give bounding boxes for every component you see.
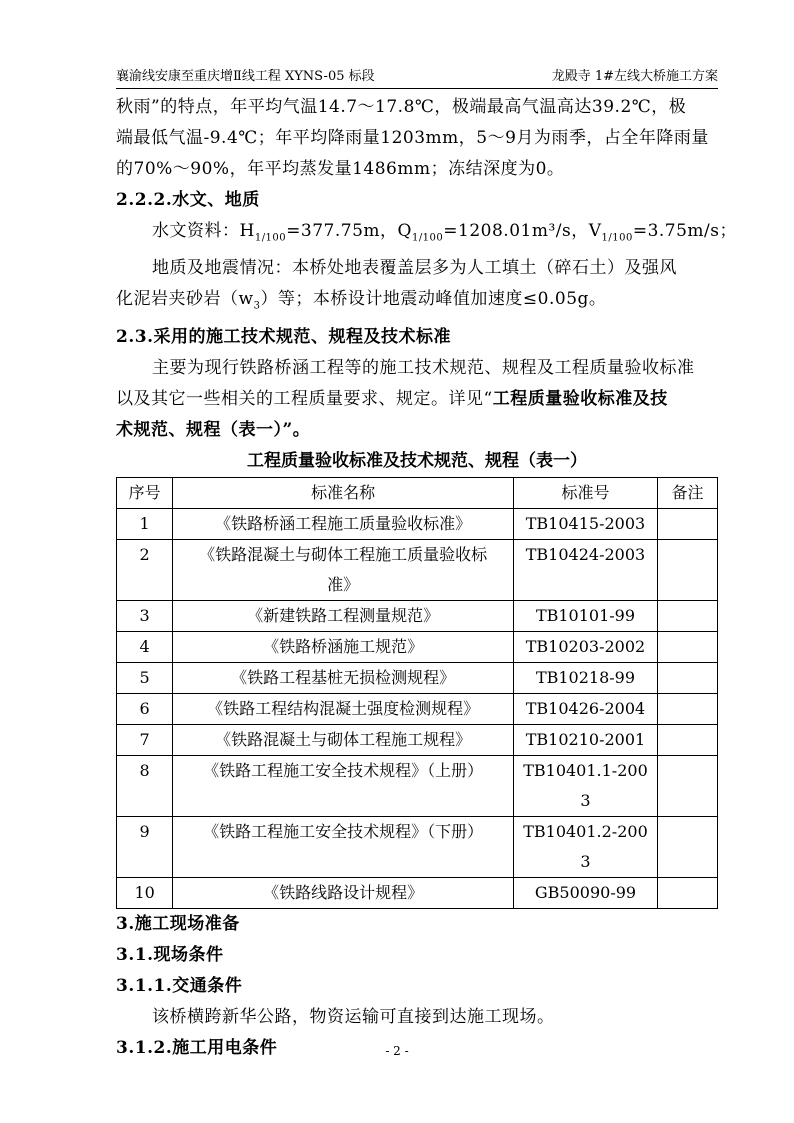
table-row — [117, 816, 718, 877]
row-no: 6 — [117, 693, 173, 724]
row-no: 3 — [117, 600, 173, 631]
row-name: 《铁路混凝土与砌体工程施工质量验收标 准》 — [173, 539, 514, 600]
hydrology-data: 水文资料：$H_{1/100}=377.75m$，$Q_{1/100}=1208.01m^3/s$，$V_{1/100}=3.75m/s$； — [152, 221, 737, 244]
table-header-row — [117, 477, 718, 508]
page-content — [116, 92, 737, 1064]
row-note — [657, 693, 717, 724]
page-number: - 2 - — [385, 1044, 409, 1058]
table-row — [117, 539, 718, 600]
geology-paragraph-line-2: 化泥岩夹砂岩$(w_3)$等；本桥设计地震动峰值加速度≤0.05g。 — [116, 289, 607, 312]
climate-paragraph-line-2: 端最低气温-9.4℃；年平均降雨量1203mm，5～9月为雨季，占全年降雨量 — [116, 128, 709, 148]
row-no: 1 — [117, 508, 173, 539]
row-note — [657, 816, 717, 877]
page-header — [116, 62, 718, 89]
velocity-value: =3.75m/s； — [632, 221, 737, 241]
row-name: 《新建铁路工程测量规范》 — [173, 600, 514, 631]
row-code: TB10101-99 — [514, 600, 658, 631]
table-row — [117, 724, 718, 755]
row-no: 4 — [117, 631, 173, 662]
table-caption: 工程质量验收标准及技术规范、规程（表一） — [247, 450, 587, 471]
table-row — [117, 631, 718, 662]
row-code: GB50090-99 — [514, 877, 658, 908]
table-row — [117, 877, 718, 908]
row-note — [657, 600, 717, 631]
row-no: 5 — [117, 662, 173, 693]
table-row — [117, 693, 718, 724]
row-note — [657, 662, 717, 693]
table-row — [117, 662, 718, 693]
row-name: 《铁路工程结构混凝土强度检测规程》 — [173, 693, 514, 724]
table-row — [117, 600, 718, 631]
row-note — [657, 755, 717, 816]
row-no: 7 — [117, 724, 173, 755]
header-cell-name: 标准名称 — [173, 477, 514, 508]
table-row — [117, 508, 718, 539]
water-level-value: =377.75m， — [286, 221, 398, 241]
section-heading-3-1-1: 3.1.1.交通条件 — [116, 975, 243, 996]
section-heading-3-1-2: 3.1.2.施工用电条件 — [116, 1037, 278, 1058]
row-code: TB10415-2003 — [514, 508, 658, 539]
climate-paragraph-line-3: 的70%～90%，年平均蒸发量1486mm；冻结深度为0。 — [116, 159, 565, 179]
standards-table — [116, 477, 718, 909]
standards-paragraph-line-3: 术规范、规程（表一）”。 — [116, 419, 311, 440]
row-code: TB10426-2004 — [514, 693, 658, 724]
row-note — [657, 631, 717, 662]
traffic-paragraph: 该桥横跨新华公路，物资运输可直接到达施工现场。 — [152, 1006, 555, 1027]
row-note — [657, 539, 717, 600]
row-code: TB10401.1-200 3 — [514, 755, 658, 816]
row-code: TB10218-99 — [514, 662, 658, 693]
section-heading-2-3: 2.3.采用的施工技术规范、规程及技术标准 — [116, 326, 451, 347]
section-heading-2-2-2: 2.2.2.水文、地质 — [116, 190, 260, 210]
row-code: TB10424-2003 — [514, 539, 658, 600]
climate-paragraph-line-1: 秋雨”的特点，年平均气温14.7～17.8℃，极端最高气温高达39.2℃，极 — [116, 97, 687, 117]
row-note — [657, 508, 717, 539]
section-heading-3: 3.施工现场准备 — [116, 913, 240, 934]
row-name: 《铁路桥涵工程施工质量验收标准》 — [173, 508, 514, 539]
row-code: TB10401.2-200 3 — [514, 816, 658, 877]
row-no: 2 — [117, 539, 173, 600]
standards-paragraph-line-1: 主要为现行铁路桥涵工程等的施工技术规范、规程及工程质量验收标准 — [152, 357, 695, 378]
row-name: 《铁路工程基桩无损检测规程》 — [173, 662, 514, 693]
section-heading-3-1: 3.1.现场条件 — [116, 944, 224, 965]
row-no: 8 — [117, 755, 173, 816]
header-project-title: 襄渝线安康至重庆增Ⅱ线工程 XYNS-05 标段 — [116, 69, 375, 84]
row-no: 10 — [117, 877, 173, 908]
row-note — [657, 724, 717, 755]
table-row — [117, 755, 718, 816]
header-cell-code: 标准号 — [514, 477, 658, 508]
row-name: 《铁路线路设计规程》 — [173, 877, 514, 908]
row-no: 9 — [117, 816, 173, 877]
row-name: 《铁路工程施工安全技术规程》（下册） — [173, 816, 514, 877]
flow-value: =1208.01m³/s， — [443, 221, 589, 241]
table-reference: 工程质量验收标准及技 — [492, 388, 668, 409]
header-cell-note: 备注 — [657, 477, 717, 508]
row-note — [657, 877, 717, 908]
header-document-title: 龙殿寺 1#左线大桥施工方案 — [551, 69, 718, 84]
row-name: 《铁路桥涵施工规范》 — [173, 631, 514, 662]
row-code: TB10210-2001 — [514, 724, 658, 755]
standards-paragraph-line-2: 以及其它一些相关的工程质量要求、规定。详见“工程质量验收标准及技 — [116, 388, 668, 409]
row-name: 《铁路工程施工安全技术规程》（上册） — [173, 755, 514, 816]
geology-paragraph-line-1: 地质及地震情况：本桥处地表覆盖层多为人工填土（碎石土）及强风 — [152, 258, 677, 279]
header-cell-no: 序号 — [117, 477, 173, 508]
hydrology-label: 水文资料： — [152, 221, 240, 241]
row-code: TB10203-2002 — [514, 631, 658, 662]
row-name: 《铁路混凝土与砌体工程施工规程》 — [173, 724, 514, 755]
